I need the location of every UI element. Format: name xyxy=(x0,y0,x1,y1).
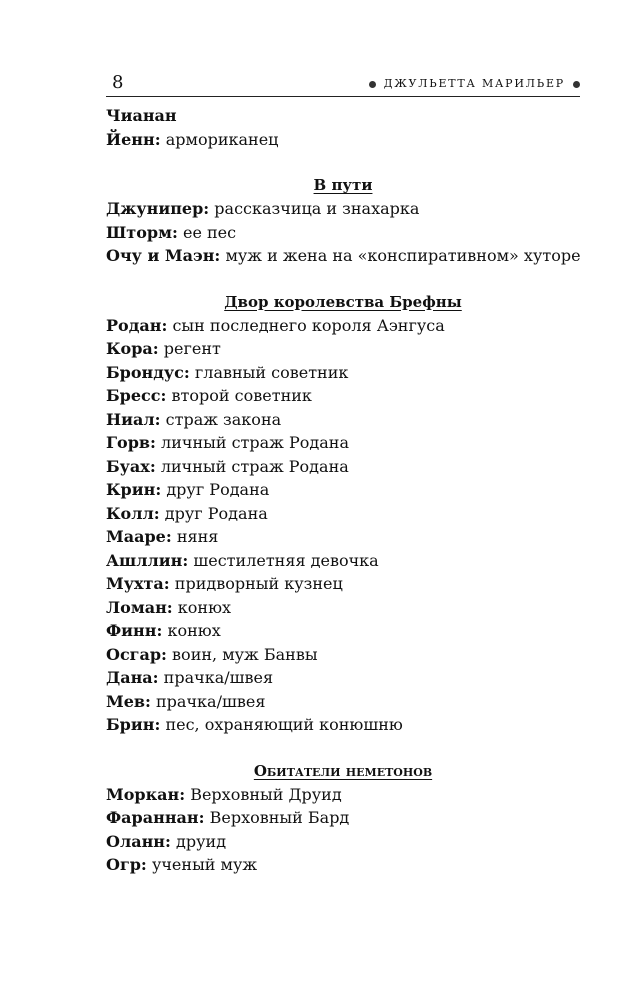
list-item: Ашллин: шестилетняя девочка xyxy=(106,550,379,570)
section-brefna-court xyxy=(106,292,580,737)
list-item: Финн: конюх xyxy=(106,621,221,640)
bullet-dot-icon xyxy=(573,81,580,88)
list-item: Джунипер: рассказчица и знахарка xyxy=(106,199,420,218)
page-number: 8 xyxy=(112,72,124,93)
header-rule xyxy=(106,96,580,97)
page-header xyxy=(106,72,580,96)
list-item: Мев: прачка/швея xyxy=(106,691,266,711)
list-item: Брондус: главный советник xyxy=(106,362,349,382)
list-item: Оланн: друид xyxy=(106,831,227,851)
author-name: ДЖУЛЬЕТТА МАРИЛЬЕР xyxy=(383,77,565,90)
list-item: Йенн: арморикaнец xyxy=(106,129,279,149)
section-heading: В пути xyxy=(313,176,373,194)
list-item: Моркан: Верховный Друид xyxy=(106,784,342,804)
running-title xyxy=(369,76,580,92)
section-on-the-road xyxy=(106,175,580,268)
list-item: Бресс: второй советник xyxy=(106,386,312,405)
list-item: Дана: прачка/швея xyxy=(106,668,274,687)
list-item: Фараннан: Верховный Бард xyxy=(106,808,350,827)
list-item: Чианан xyxy=(106,106,177,125)
section-unnamed xyxy=(106,104,580,151)
list-item: Горв: личный страж Родана xyxy=(106,433,349,452)
list-item: Осгар: воин, муж Банвы xyxy=(106,644,318,664)
section-heading: Обитатели неметонов xyxy=(253,761,433,780)
list-item: Буах: личный страж Родана xyxy=(106,456,349,476)
section-nemeton-dwellers xyxy=(106,761,580,877)
bullet-dot-icon xyxy=(369,81,376,88)
list-item: Ниал: страж закона xyxy=(106,409,282,429)
list-item: Ломан: конюх xyxy=(106,597,232,617)
list-item: Родан: сын последнего короля Аэнгуса xyxy=(106,315,445,335)
list-item: Мухта: придворный кузнец xyxy=(106,574,343,593)
list-item: Очу и Маэн: муж и жена на «конспиративном» хуторе xyxy=(106,246,581,265)
list-item: Мааре: няня xyxy=(106,527,219,546)
list-item: Брин: пес, охраняющий конюшню xyxy=(106,715,403,734)
list-item: Огр: ученый муж xyxy=(106,855,258,874)
list-item: Кора: регент xyxy=(106,339,221,358)
character-list xyxy=(106,104,580,901)
list-item: Шторм: ее пес xyxy=(106,222,237,242)
section-heading: Двор королевства Брефны xyxy=(224,292,462,311)
list-item: Крин: друг Родана xyxy=(106,480,270,499)
list-item: Колл: друг Родана xyxy=(106,503,268,523)
